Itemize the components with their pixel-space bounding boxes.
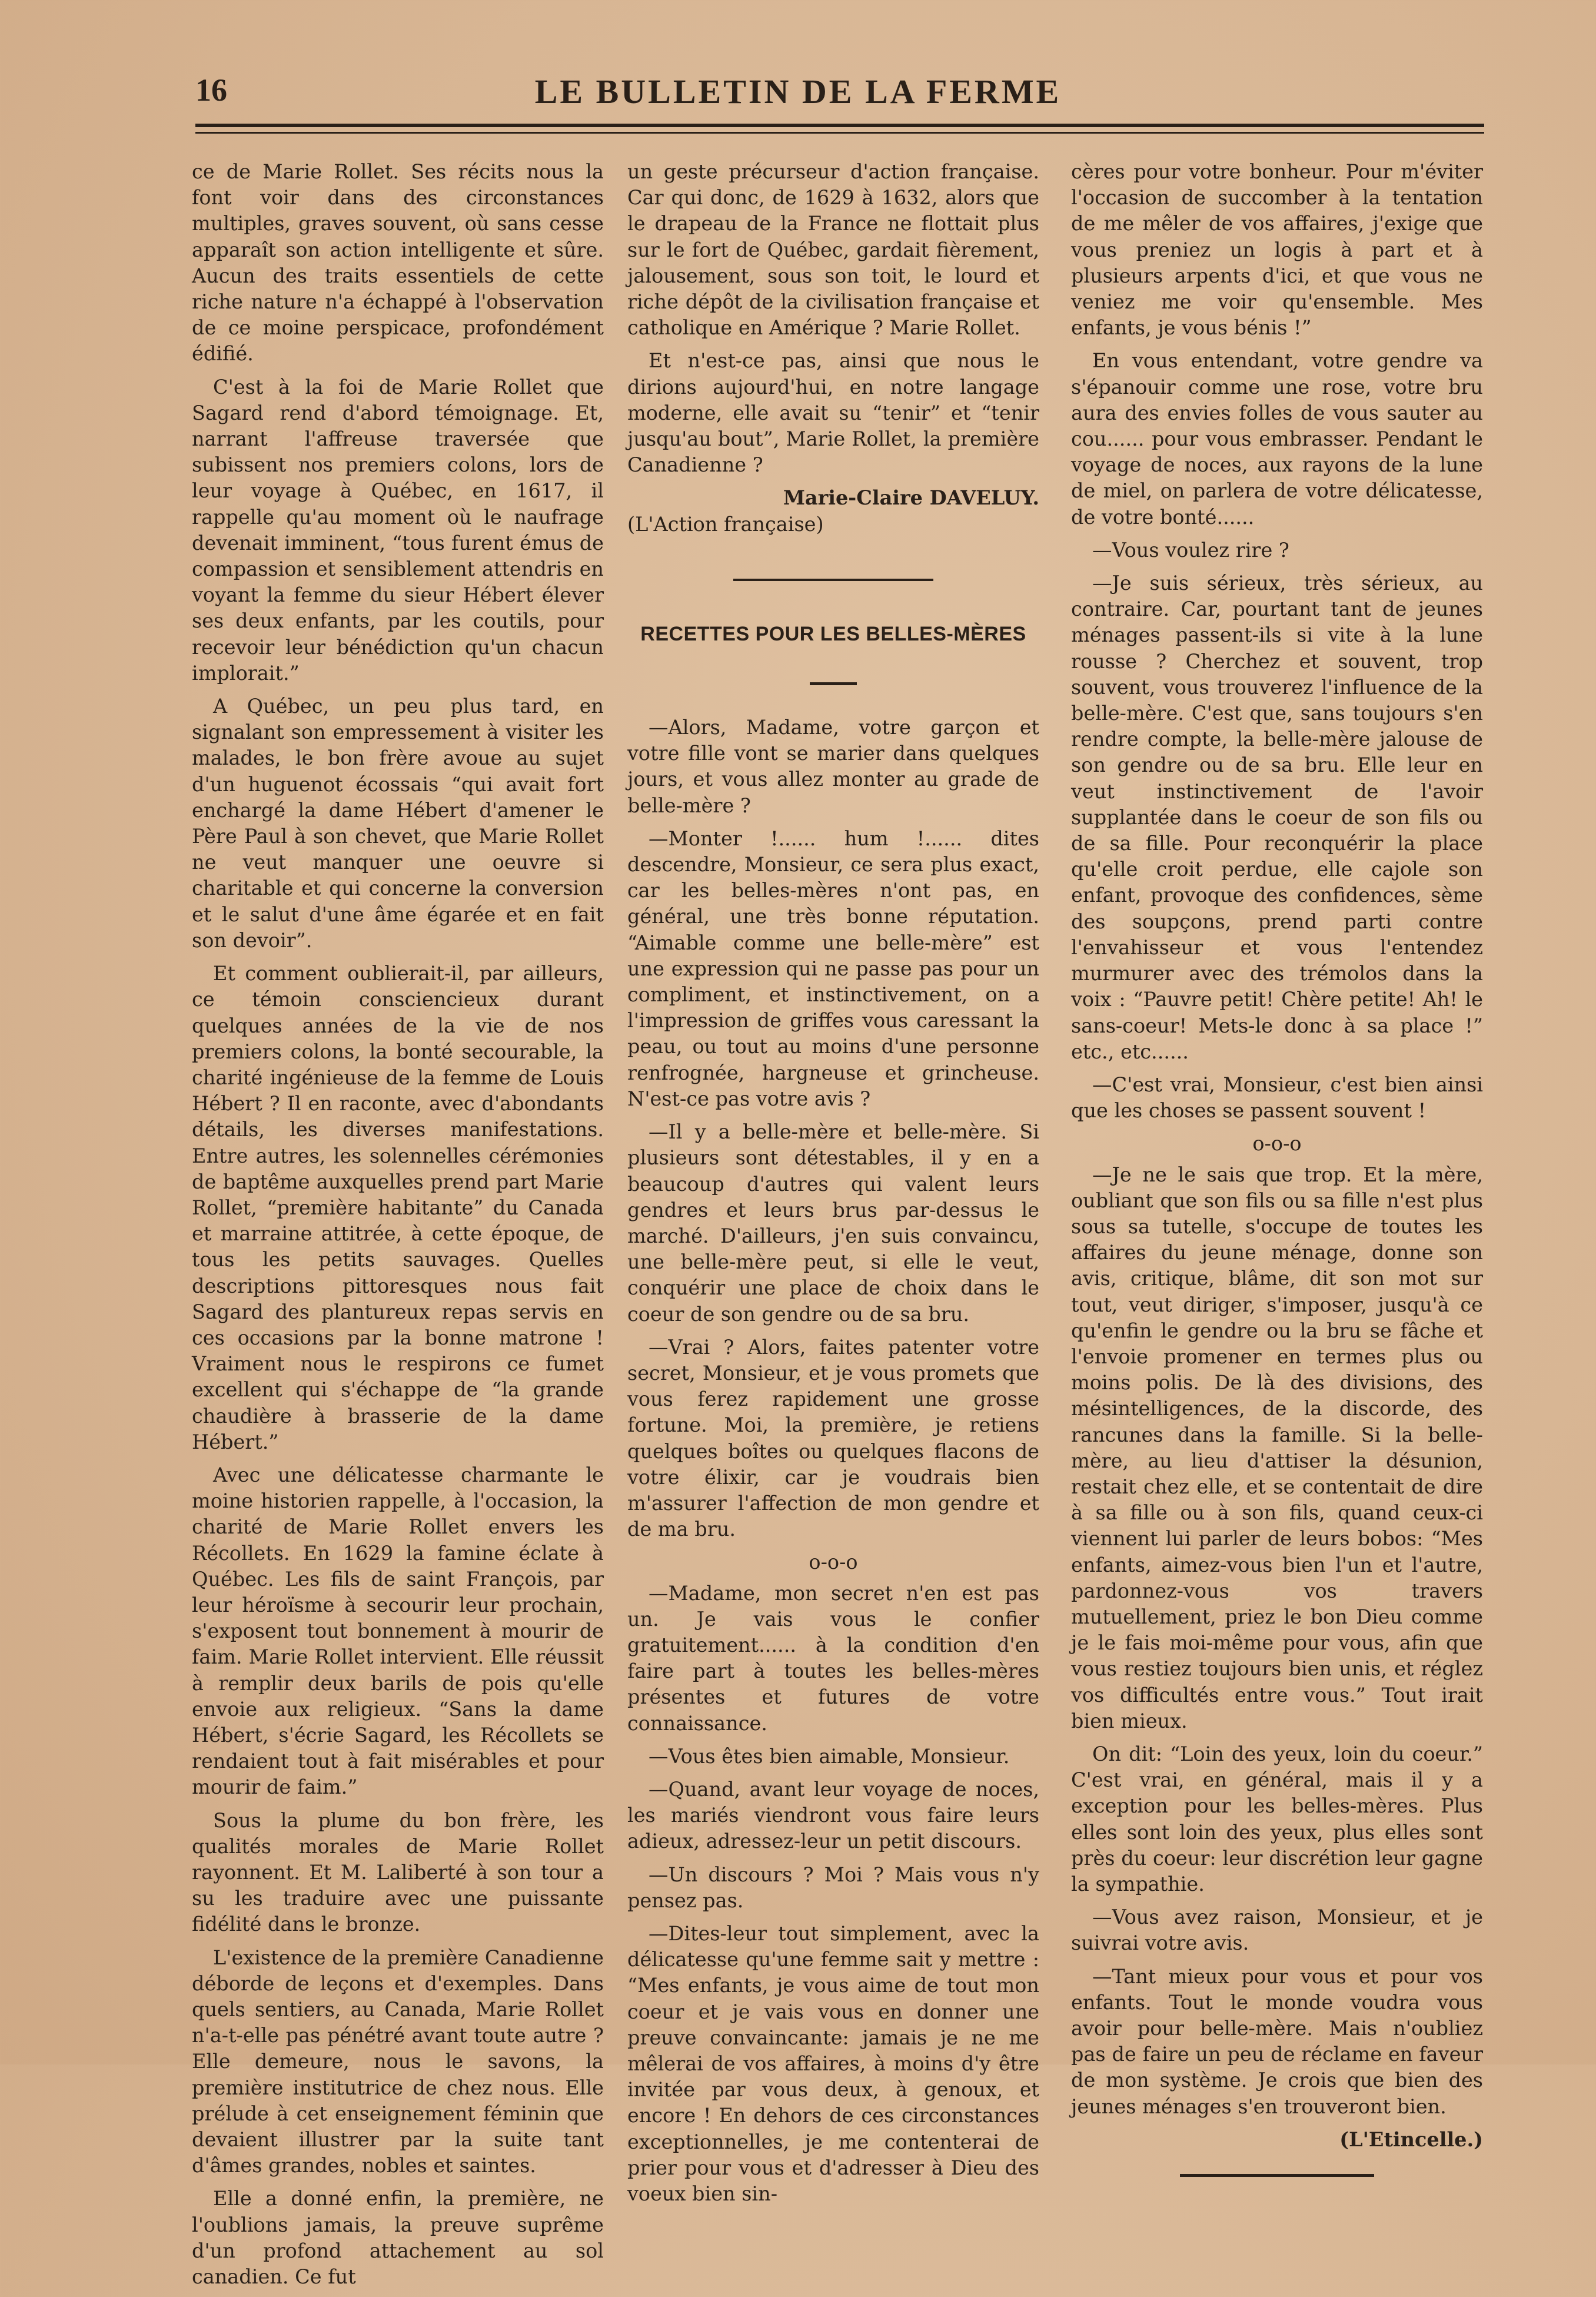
paragraph: ce de Marie Rollet. Ses récits nous la font voir dans des circonstances multiples, graves souvent, où sans cesse apparaît son action intelligente et sûre. Aucun des traits essentiels de cette riche nature n'a échappé à l'observation de ce moine perspicace, profondément édifié. — [192, 160, 604, 366]
dialogue-paragraph: —Madame, mon secret n'en est pas un. Je vais vous le confier gratuitement...... à la condition d'en faire part à toutes les belles-mères présentes et futures de votre connaissance. — [627, 1581, 1039, 1735]
paragraph: Elle a donné enfin, la première, ne l'oublions jamais, la preuve suprême d'un profond attachement au sol canadien. Ce fut — [192, 2187, 604, 2289]
dialogue-paragraph: —Je ne le sais que trop. Et la mère, oubliant que son fils ou sa fille n'est plus sous sa tutelle, s'occupe de toutes les affaires du jeune ménage, donne son avis, critique, blâme, dit son mot sur tout, veut diriger, s'imposer, jusqu'à ce qu'enfin le gendre ou la bru se fâche et l'envoie promener en termes plus ou moins polis. De là des divisions, des mésintelligences, de la discorde, des rancunes dans la famille. Si la belle-mère, au lieu d'attiser la désunion, restait chez elle, et se contentait de dire à sa fille ou à son fils, quand ceux-ci viennent lui parler de leurs bobos: “Mes enfants, aimez-vous bien l'un et l'autre, pardonnez-vous vos travers mutuellement, priez le bon Dieu comme je le fais moi-même pour vous, afin que vous restiez toujours bien unis, et réglez vos difficultés entre vous.” Tout irait bien mieux. — [1071, 1163, 1483, 1732]
masthead-title: LE BULLETIN DE LA FERME — [534, 72, 1062, 111]
end-divider — [1180, 2174, 1374, 2177]
dialogue-paragraph: —Dites-leur tout simplement, avec la délicatesse qu'une femme sait y mettre : “Mes enfants, je vous aime de tout mon coeur et je vais vous en donner une preuve convaincante: jamais je ne me mêlerai de vos affaires, à moins d'y être invitée par vous deux, à genoux, et encore ! En dehors de ces circonstances exceptionnelles, je me contenterai de prier pour vous et d'adresser à Dieu des voeux bien sin- — [627, 1921, 1039, 2206]
ornament-separator: o-o-o — [1252, 1132, 1302, 1156]
dialogue-paragraph: —Un discours ? Moi ? Mais vous n'y pensez pas. — [627, 1863, 1039, 1912]
column-2 — [627, 159, 1039, 2214]
dialogue-paragraph: En vous entendant, votre gendre va s'épanouir comme une rose, votre bru aura des envies folles de vous sauter au cou...... pour vous embrasser. Pendant le voyage de noces, aux rayons de la lune de miel, on parlera de votre délicatesse, de votre bonté...... — [1071, 349, 1483, 529]
dialogue-paragraph: —Vous avez raison, Monsieur, et je suivrai votre avis. — [1071, 1906, 1483, 1955]
paragraph: L'existence de la première Canadienne déborde de leçons et d'exemples. Dans quels sentiers, au Canada, Marie Rollet n'a-t-elle pas pénétré avant toute autre ? Elle demeure, nous le savons, la première institutrice de chez nous. Elle prélude à cet enseignement féminin que devaient illustrer par la suite tant d'âmes grandes, nobles et saintes. — [192, 1946, 604, 2177]
dialogue-paragraph: —Alors, Madame, votre garçon et votre fille vont se marier dans quelques jours, et vous allez monter au grade de belle-mère ? — [627, 716, 1039, 817]
source-credit: (L'Action française) — [627, 512, 824, 536]
paragraph: un geste précurseur d'action française. Car qui donc, de 1629 à 1632, alors que le drapeau de la France ne flottait plus sur le fort de Québec, gardait fièrement, jalousement, sous son toit, le lourd et riche dépôt de la civilisation française et catholique en Amérique ? Marie Rollet. — [627, 160, 1039, 340]
author-signature: Marie-Claire DAVELUY. — [783, 486, 1039, 510]
column-3 — [1071, 159, 1483, 2177]
dialogue-paragraph: On dit: “Loin des yeux, loin du coeur.” C'est vrai, en général, mais il y a exception pour les belles-mères. Plus elles sont loin des yeux, plus elles sont près du coeur: leur discrétion leur gagne la sympathie. — [1071, 1742, 1483, 1896]
dialogue-paragraph: cères pour votre bonheur. Pour m'éviter l'occasion de succomber à la tentation de me mêler de vos affaires, j'exige que vous preniez un logis à part et à plusieurs arpents d'ici, et que vous ne veniez me voir qu'ensemble. Mes enfants, je vous bénis !” — [1071, 160, 1483, 340]
header-rule-thick — [195, 124, 1484, 127]
paragraph: A Québec, un peu plus tard, en signalant son empressement à visiter les malades, le bon frère avoue au sujet d'un huguenot écossais “qui avait fort enchargé la dame Hébert d'amener le Père Paul à son chevet, que Marie Rollet ne veut manquer une oeuvre si charitable et qui concerne la conversion et le salut d'une âme égarée et en fait son devoir”. — [192, 695, 604, 952]
dialogue-paragraph: —C'est vrai, Monsieur, c'est bien ainsi que les choses se passent souvent ! — [1071, 1073, 1483, 1123]
paragraph: Et n'est-ce pas, ainsi que nous le dirions aujourd'hui, en notre langage moderne, elle avait su “tenir” et “tenir jusqu'au bout”, Marie Rollet, la première Canadienne ? — [627, 349, 1039, 477]
paragraph: Avec une délicatesse charmante le moine historien rappelle, à l'occasion, la charité de Marie Rollet envers les Récollets. En 1629 la famine éclate à Québec. Les fils de saint François, par leur héroïsme à secourir leur prochain, s'exposent tout bonnement à mourir de faim. Marie Rollet intervient. Elle réussit à remplir deux barils de pois qu'elle envoie aux religieux. “Sans la dame Hébert, s'écrie Sagard, les Récollets se rendaient tout à fait misérables et pour mourir de faim.” — [192, 1463, 604, 1799]
title-rule — [810, 682, 857, 685]
header-rule-thin — [195, 132, 1484, 134]
dialogue-paragraph: —Tant mieux pour vous et pour vos enfants. Tout le monde voudra vous avoir pour belle-mère. Mais n'oubliez pas de faire un peu de réclame en faveur de mon système. Je crois que bien des jeunes ménages s'en trouveront bien. — [1071, 1964, 1483, 2118]
dialogue-paragraph: —Il y a belle-mère et belle-mère. Si plusieurs sont détestables, il y en a beaucoup d'autres qui valent leurs gendres et leurs brus par-dessus le marché. D'ailleurs, j'en suis convaincu, une belle-mère peut, si elle le veut, conquérir une place de choix dans le coeur de son gendre ou de sa bru. — [627, 1120, 1039, 1326]
source-credit: (L'Etincelle.) — [1339, 2127, 1483, 2151]
dialogue-paragraph: —Monter !...... hum !...... dites descendre, Monsieur, ce sera plus exact, car les belles-mères n'ont pas, en général, une très bonne réputation. “Aimable comme une belle-mère” est une expression qui ne passe pas pour un compliment, et instinctivement, on a l'impression de griffes vous caressant la peau, ou tout au moins d'une personne renfrognée, hargneuse et grincheuse. N'est-ce pas votre avis ? — [627, 826, 1039, 1110]
section-title: RECETTES POUR LES BELLES-MÈRES — [640, 622, 1026, 645]
dialogue-paragraph: —Vous êtes bien aimable, Monsieur. — [649, 1744, 1010, 1768]
ornament-separator: o-o-o — [809, 1551, 858, 1574]
page-number: 16 — [195, 72, 227, 108]
dialogue-paragraph: —Vrai ? Alors, faites patenter votre secret, Monsieur, et je vous promets que vous ferez rapidement une grosse fortune. Moi, la première, je retiens quelques boîtes ou quelques flacons de votre élixir, car je voudrais bien m'assurer l'affection de mon gendre et de ma bru. — [627, 1335, 1039, 1541]
dialogue-paragraph: —Vous voulez rire ? — [1092, 538, 1289, 562]
paragraph: C'est à la foi de Marie Rollet que Sagard rend d'abord témoignage. Et, narrant l'affreuse traversée que subissent nos premiers colons, lors de leur voyage à Québec, en 1617, il rappelle qu'au moment où le naufrage devenait imminent, “tous furent émus de compassion et sensiblement attendris en voyant la femme du sieur Hébert élever ses deux enfants, par les coutils, pour recevoir leur bénédiction qu'un chacun implorait.” — [192, 375, 604, 685]
column-1 — [192, 159, 604, 2297]
section-divider — [733, 579, 933, 581]
paragraph: Sous la plume du bon frère, les qualités morales de Marie Rollet rayonnent. Et M. Laliberté à son tour a su les traduire avec une puissante fidélité dans le bronze. — [192, 1808, 604, 1936]
dialogue-paragraph: —Quand, avant leur voyage de noces, les mariés viendront vous faire leurs adieux, adressez-leur un petit discours. — [627, 1777, 1039, 1853]
dialogue-paragraph: —Je suis sérieux, très sérieux, au contraire. Car, pourtant tant de jeunes ménages passent-ils si vite à la lune rousse ? Cherchez et souvent, trop souvent, vous trouverez l'influence de la belle-mère. C'est que, sans toujours s'en rendre compte, la belle-mère jalouse de son gendre ou de sa bru. Elle leur en veut instinctivement de l'avoir supplantée dans le coeur de son fils ou de sa fille. Pour reconquérir la place qu'elle croit perdue, elle cajole son enfant, provoque des confidences, sème des soupçons, prend parti contre l'envahisseur et vous l'entendez murmurer avec des trémolos dans la voix : “Pauvre petit! Chère petite! Ah! le sans-coeur! Mets-le donc à sa place !” etc., etc...... — [1071, 572, 1483, 1063]
paragraph: Et comment oublierait-il, par ailleurs, ce témoin consciencieux durant quelques années de la vie de nos premiers colons, la bonté secourable, la charité ingénieuse de la femme de Louis Hébert ? Il en raconte, avec d'abondants détails, les diverses manifestations. Entre autres, les solennelles cérémonies de baptême auxquelles prend part Marie Rollet, “première habitante” du Canada et marraine attitrée, à cette époque, de tous les petits sauvages. Quelles descriptions pittoresques nous fait Sagard des plantureux repas servis en ces occasions par la bonne matrone ! Vraiment nous le respirons ce fumet excellent qui s'échappe de “la grande chaudière à brasserie de la dame Hébert.” — [192, 962, 604, 1453]
